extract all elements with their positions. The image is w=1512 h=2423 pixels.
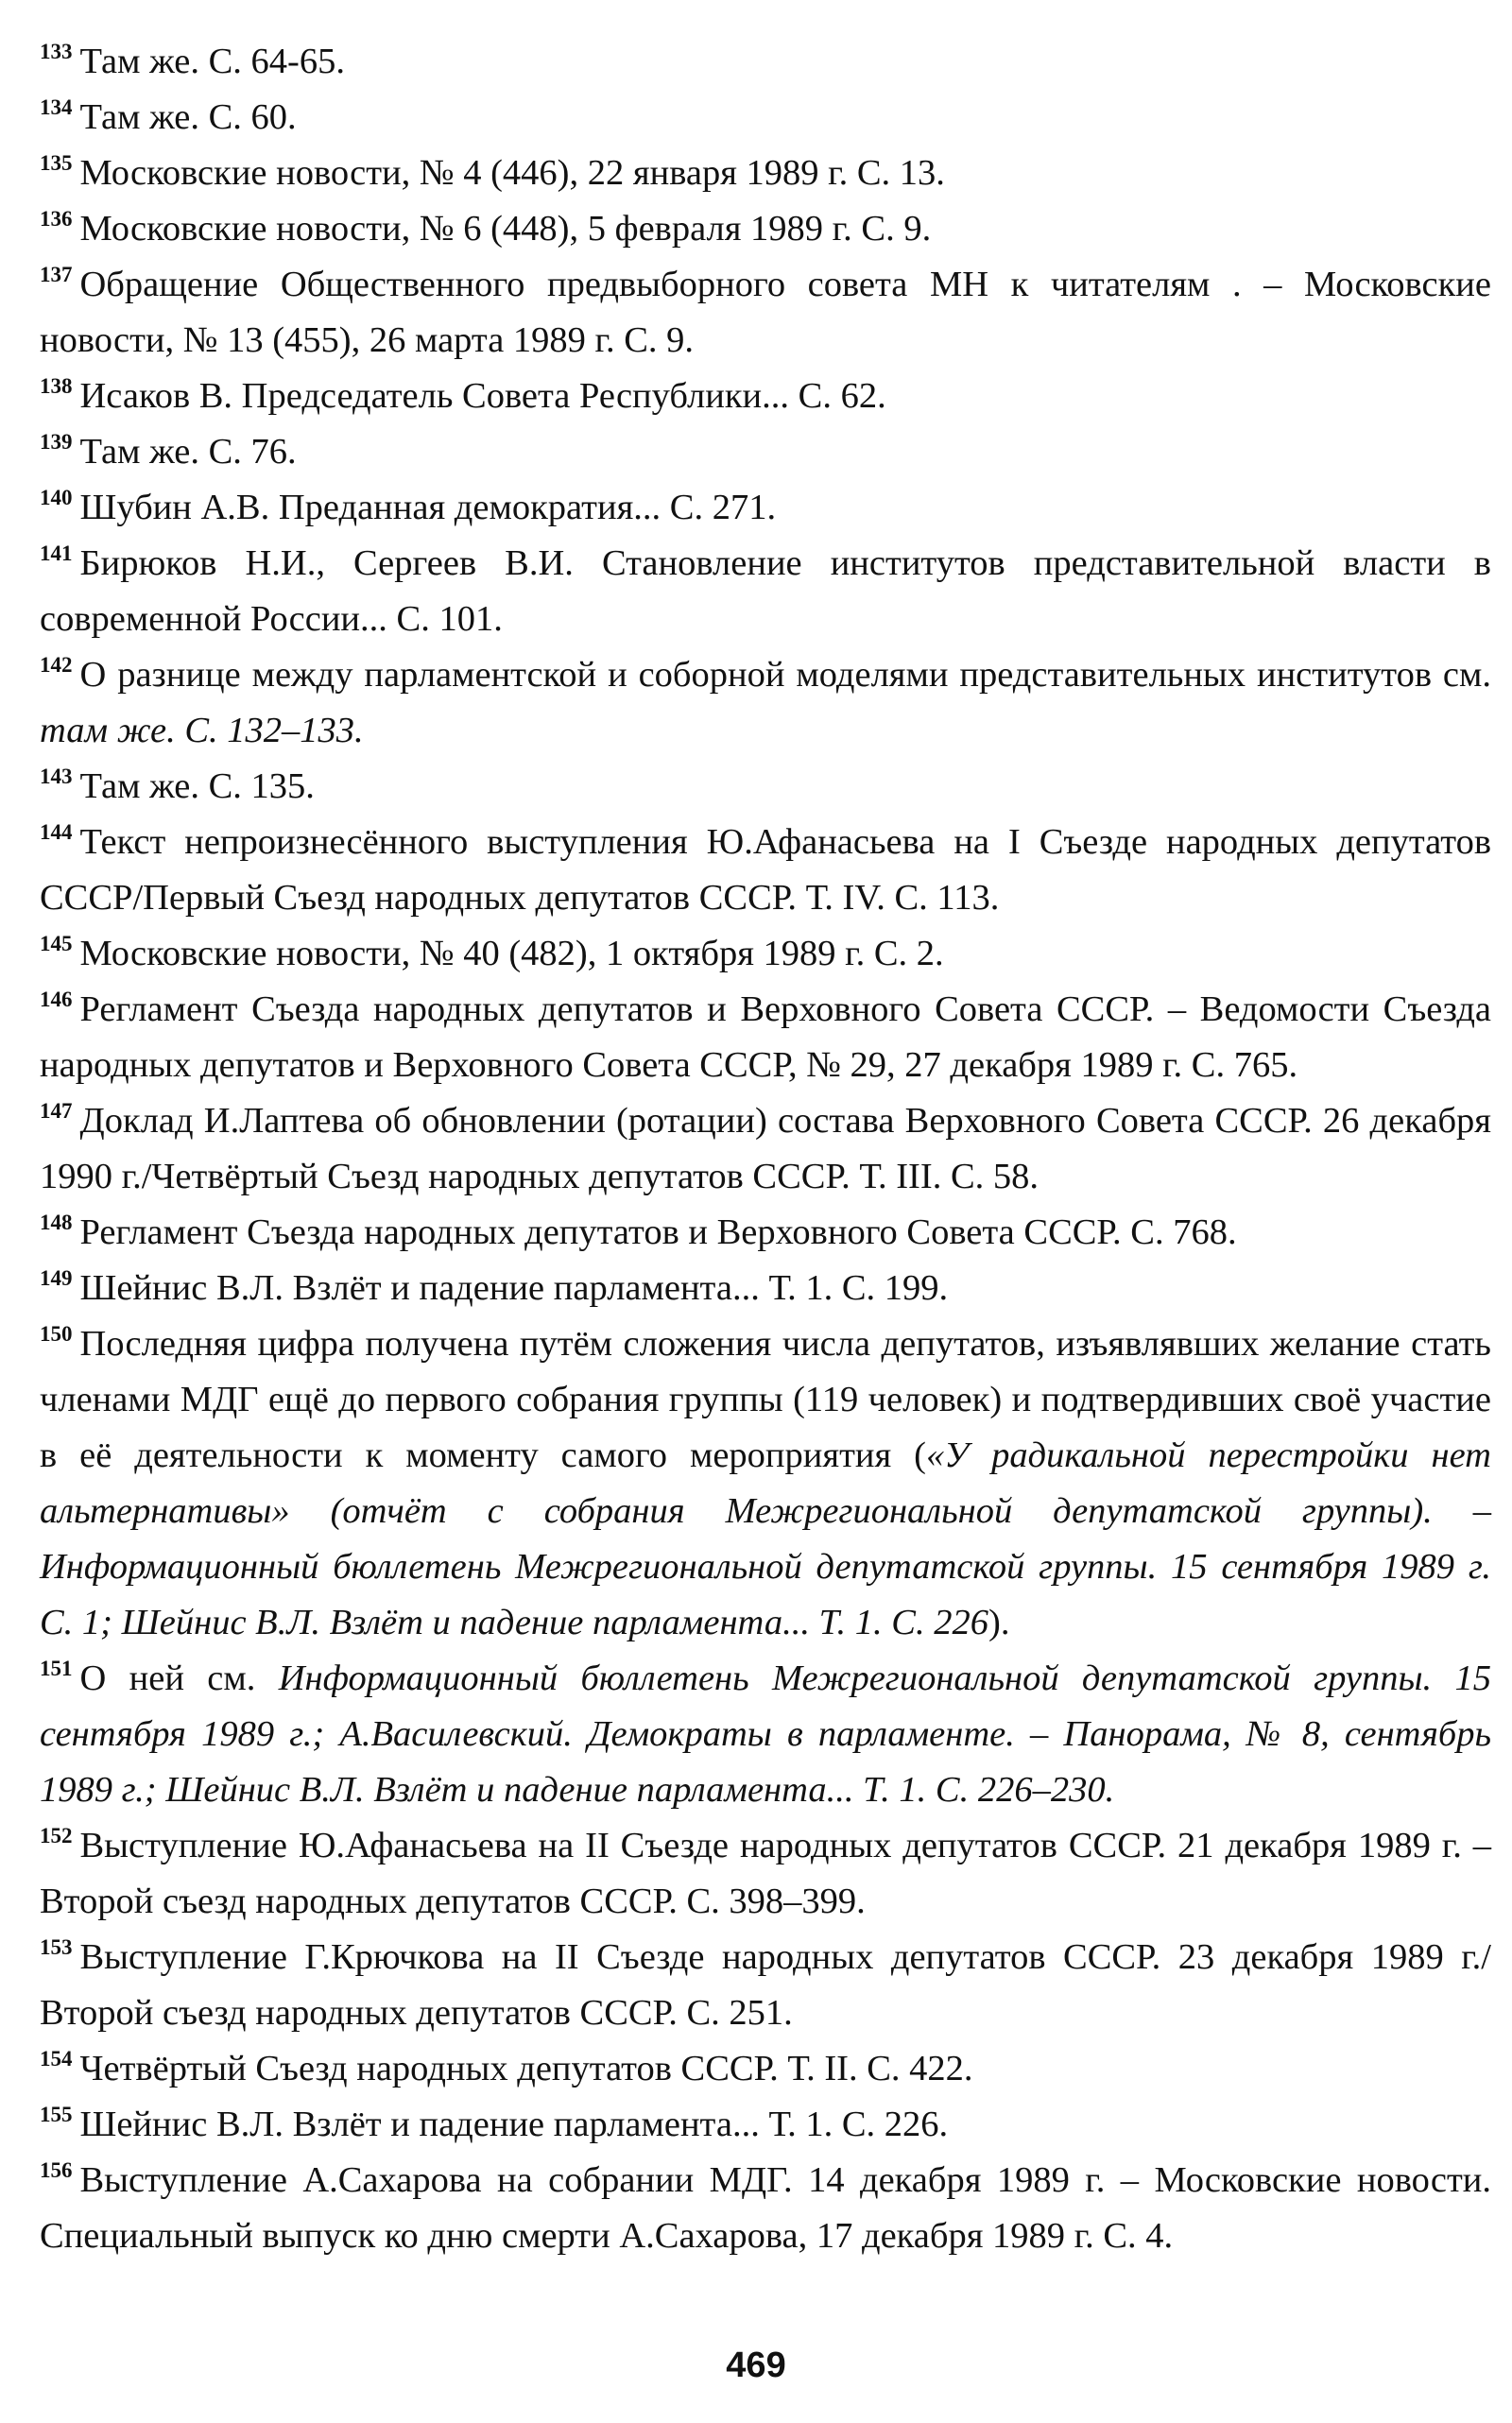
footnote-text: О ней см. — [79, 1658, 256, 1698]
footnote-italic: «У радикальной перестройки нет альтернативы» (отчёт с собрания Межрегиональной депутатской группы). – Информационный бюллетень Межрегиональной депутатской группы. 15 сентября 1989 г. С. 1; Шейнис В.Л. Взлёт и падение парламента... Т. 1. С. 226 — [40, 1435, 1491, 1642]
footnote — [40, 815, 1491, 926]
footnote — [40, 257, 1491, 369]
footnote-text: Выступление А.Сахарова на собрании МДГ. 14 декабря 1989 г. – Московские новости. Специальный выпуск ко дню смерти А.Сахарова, 17 декабря 1989 г. С. 4. — [40, 2160, 1491, 2256]
footnote — [40, 424, 1491, 480]
footnote-text: Московские новости, № 6 (448), 5 февраля 1989 г. С. 9. — [79, 209, 932, 249]
footnote-number: 142 — [40, 653, 73, 677]
footnote-number: 146 — [40, 988, 73, 1011]
footnote — [40, 1316, 1491, 1651]
footnote-number: 136 — [40, 207, 73, 231]
footnote-text: Регламент Съезда народных депутатов и Верховного Совета СССР. – Ведомости Съезда народных депутатов и Верховного Совета СССР, № 29, 27 декабря 1989 г. С. 765. — [40, 989, 1491, 1085]
footnote-number: 150 — [40, 1322, 73, 1346]
footnote-number: 153 — [40, 1935, 73, 1959]
footnote — [40, 1093, 1491, 1205]
footnote — [40, 759, 1491, 815]
footnote-text: Там же. С. 135. — [79, 766, 315, 806]
footnote-number: 143 — [40, 765, 73, 788]
footnote — [40, 34, 1491, 90]
footnote-number: 155 — [40, 2103, 73, 2126]
footnote-text: Шейнис В.Л. Взлёт и падение парламента... Т. 1. С. 226. — [79, 2105, 949, 2144]
footnote-number: 133 — [40, 40, 73, 63]
footnote-number: 151 — [40, 1657, 73, 1680]
footnote — [40, 2097, 1491, 2153]
footnote — [40, 647, 1491, 759]
footnote-text: Текст непроизнесённого выступления Ю.Афанасьева на I Съезде народных депутатов СССР/Первый Съезд народных депутатов СССР. Т. IV. С. 113. — [40, 822, 1491, 918]
footnote-text: Регламент Съезда народных депутатов и Верховного Совета СССР. С. 768. — [79, 1212, 1237, 1252]
footnotes-list — [40, 34, 1491, 2264]
footnote — [40, 1818, 1491, 1930]
footnote-number: 154 — [40, 2047, 73, 2071]
footnote — [40, 536, 1491, 647]
footnote-text: Московские новости, № 4 (446), 22 января 1989 г. С. 13. — [79, 153, 945, 193]
footnote-text: Там же. С. 76. — [79, 432, 297, 472]
footnote-text: Шубин А.В. Преданная демократия... С. 271. — [79, 488, 777, 527]
footnote-text: Доклад И.Лаптева об обновлении (ротации) состава Верховного Совета СССР. 26 декабря 1990 г./Четвёртый Съезд народных депутатов СССР. Т. III. С. 58. — [40, 1101, 1491, 1196]
page-number: 469 — [726, 2346, 786, 2385]
footnote-number: 145 — [40, 932, 73, 955]
footnote-number: 156 — [40, 2158, 73, 2182]
footnote-italic: Информационный бюллетень Межрегиональной депутатской группы. 15 сентября 1989 г.; А.Василевский. Демократы в парламенте. – Панорама, № 8, сентябрь 1989 г.; Шейнис В.Л. Взлёт и падение парламента... Т. 1. С. 226–230. — [40, 1658, 1492, 1810]
footnote-number: 137 — [40, 263, 73, 286]
footnote-text: Там же. С. 64-65. — [79, 42, 345, 81]
footnote-number: 138 — [40, 374, 73, 398]
footnote-text: Шейнис В.Л. Взлёт и падение парламента... Т. 1. С. 199. — [79, 1268, 949, 1308]
footnote-number: 152 — [40, 1824, 73, 1847]
footnote-number: 139 — [40, 430, 73, 454]
footnote — [40, 2041, 1491, 2097]
footnote — [40, 1261, 1491, 1316]
footnote-number: 135 — [40, 151, 73, 175]
footnote — [40, 1930, 1491, 2041]
footnote-number: 147 — [40, 1099, 73, 1123]
footnote-number: 144 — [40, 820, 73, 844]
footnote-text: Обращение Общественного предвыборного совета МН к читателям . – Московские новости, № 13 (455), 26 марта 1989 г. С. 9. — [40, 265, 1491, 360]
footnote — [40, 2153, 1491, 2264]
footnote — [40, 146, 1491, 201]
footnote — [40, 90, 1491, 146]
footnote-number: 148 — [40, 1211, 73, 1234]
footnote-number: 141 — [40, 541, 73, 565]
footnote — [40, 1651, 1491, 1818]
footnote-number: 149 — [40, 1266, 73, 1290]
footnote — [40, 480, 1491, 536]
footnote-text: Последняя цифра получена путём сложения числа депутатов, изъявлявших желание стать членами МДГ ещё до первого собрания группы (119 человек) и подтвердивших своё участие в её деятельности к моменту самого мероприятия ( — [40, 1324, 1491, 1475]
footnote-text: О разнице между парламентской и соборной моделями представительных институтов см. — [79, 655, 1491, 695]
footnote-text: Там же. С. 60. — [79, 97, 297, 137]
footnote — [40, 369, 1491, 424]
footnote-italic: там же. С. 132–133. — [40, 711, 364, 750]
footnote-tail: ). — [988, 1603, 1010, 1642]
footnote-text: Исаков В. Председатель Совета Республики... С. 62. — [79, 376, 886, 416]
footnote — [40, 926, 1491, 982]
footnote-text: Четвёртый Съезд народных депутатов СССР. Т. II. С. 422. — [79, 2049, 973, 2088]
footnote — [40, 982, 1491, 1093]
footnote — [40, 201, 1491, 257]
footnote — [40, 1205, 1491, 1261]
footnote-number: 140 — [40, 486, 73, 509]
footnote-text: Московские новости, № 40 (482), 1 октября 1989 г. С. 2. — [79, 934, 944, 973]
footnote-text: Бирюков Н.И., Сергеев В.И. Становление институтов представительной власти в современной России... С. 101. — [40, 543, 1491, 639]
footnote-text: Выступление Г.Крючкова на II Съезде народных депутатов СССР. 23 декабря 1989 г./Второй съезд народных депутатов СССР. С. 251. — [40, 1937, 1491, 2033]
footnote-text: Выступление Ю.Афанасьева на II Съезде народных депутатов СССР. 21 декабря 1989 г. – Второй съезд народных депутатов СССР. С. 398–399. — [40, 1826, 1491, 1921]
footnote-number: 134 — [40, 95, 73, 119]
